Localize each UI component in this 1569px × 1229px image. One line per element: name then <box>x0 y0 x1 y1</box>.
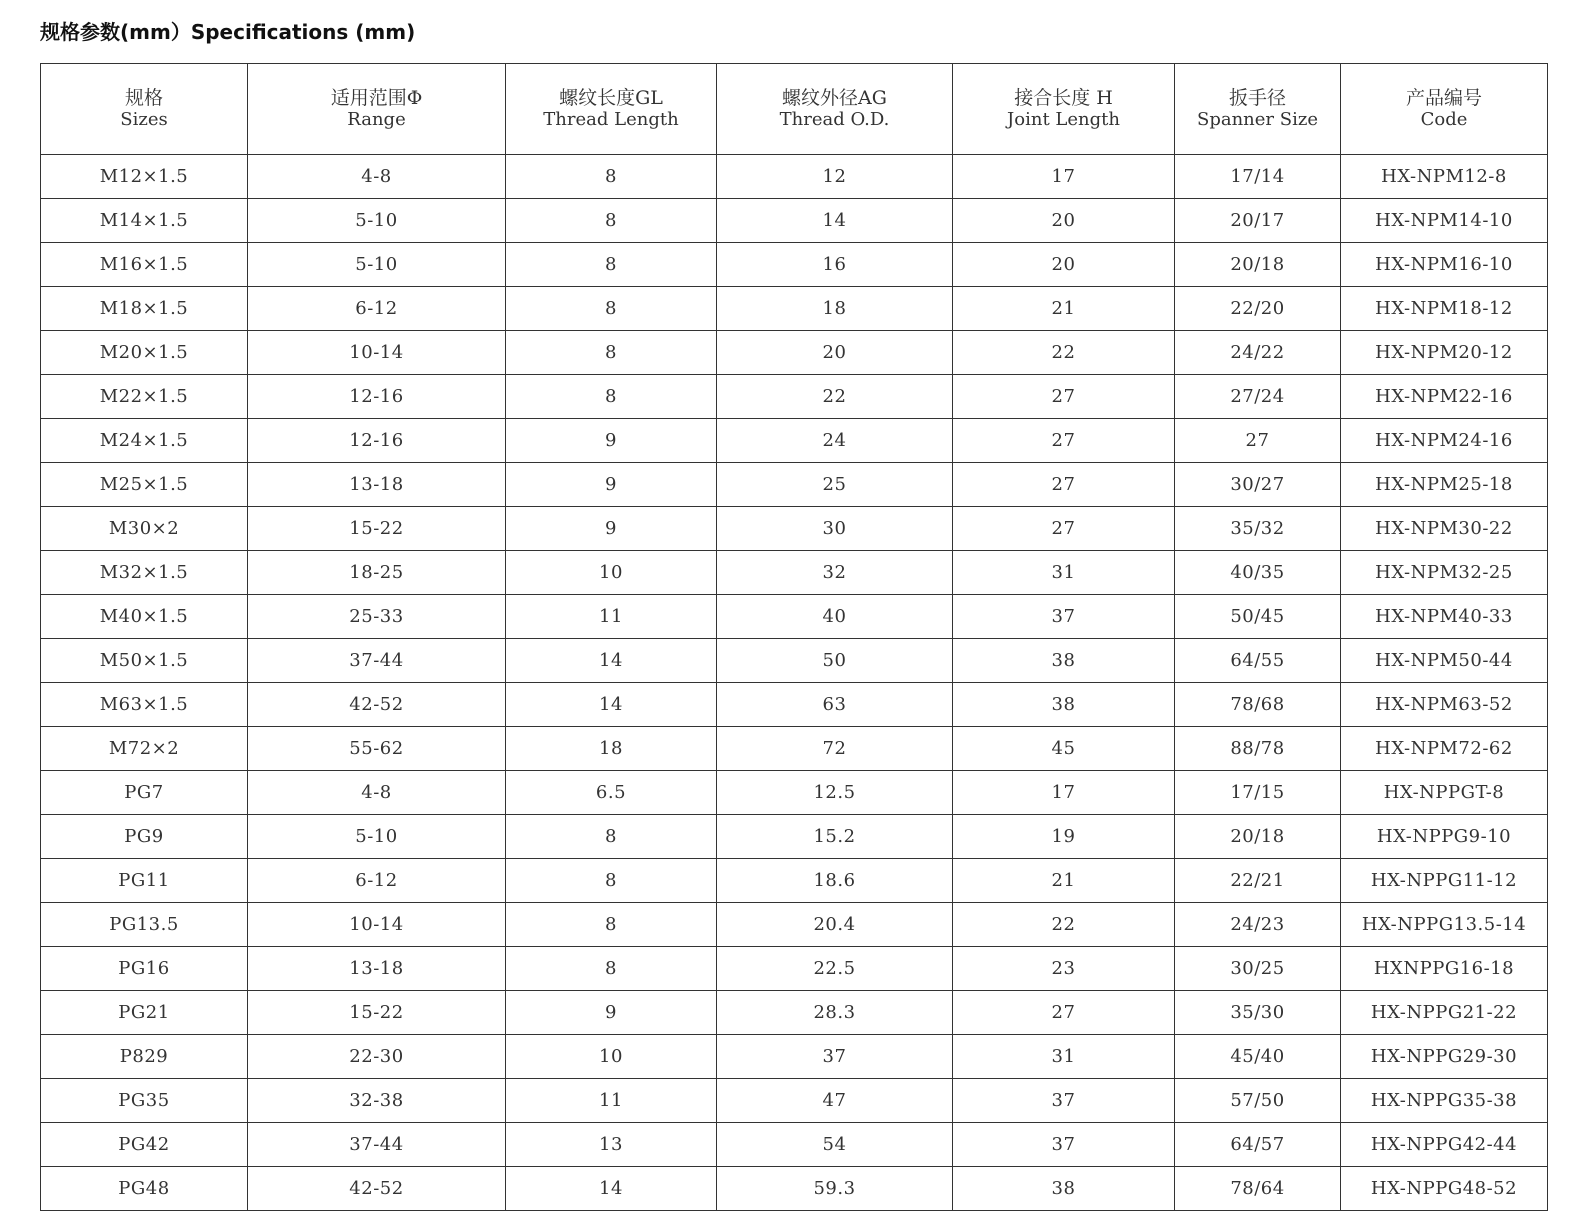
cell-thread-od: 25 <box>717 463 953 507</box>
cell-spanner-size: 22/20 <box>1175 287 1341 331</box>
cell-joint-length: 19 <box>953 815 1175 859</box>
cell-spanner-size: 78/68 <box>1175 683 1341 727</box>
cell-range: 4-8 <box>248 771 506 815</box>
cell-code: HX-NPPG42-44 <box>1341 1123 1548 1167</box>
table-row <box>41 507 1548 551</box>
cell-code: HX-NPM18-12 <box>1341 287 1548 331</box>
cell-thread-od: 54 <box>717 1123 953 1167</box>
cell-sizes: PG7 <box>41 771 248 815</box>
cell-thread-length: 10 <box>506 551 717 595</box>
table-row <box>41 947 1548 991</box>
cell-code: HX-NPM12-8 <box>1341 155 1548 199</box>
table-header <box>41 64 1548 155</box>
cell-sizes: P829 <box>41 1035 248 1079</box>
cell-range: 5-10 <box>248 815 506 859</box>
cell-code: HX-NPM24-16 <box>1341 419 1548 463</box>
table-row <box>41 463 1548 507</box>
cell-thread-od: 24 <box>717 419 953 463</box>
cell-thread-od: 18.6 <box>717 859 953 903</box>
cell-thread-length: 13 <box>506 1123 717 1167</box>
cell-sizes: M25×1.5 <box>41 463 248 507</box>
cell-thread-od: 30 <box>717 507 953 551</box>
cell-thread-od: 47 <box>717 1079 953 1123</box>
cell-thread-length: 8 <box>506 375 717 419</box>
table-row <box>41 771 1548 815</box>
cell-spanner-size: 22/21 <box>1175 859 1341 903</box>
cell-thread-length: 9 <box>506 419 717 463</box>
table-row <box>41 155 1548 199</box>
column-header-thread-od <box>717 64 953 155</box>
column-header-spanner-size <box>1175 64 1341 155</box>
cell-joint-length: 27 <box>953 991 1175 1035</box>
cell-sizes: M32×1.5 <box>41 551 248 595</box>
page-title: 规格参数(mm）Specifications (mm) <box>40 20 416 44</box>
cell-joint-length: 38 <box>953 683 1175 727</box>
cell-spanner-size: 64/57 <box>1175 1123 1341 1167</box>
cell-sizes: M12×1.5 <box>41 155 248 199</box>
column-header-label-cn: 扳手径 <box>1228 87 1286 109</box>
cell-code: HX-NPM22-16 <box>1341 375 1548 419</box>
cell-code: HX-NPPG35-38 <box>1341 1079 1548 1123</box>
cell-spanner-size: 78/64 <box>1175 1167 1341 1211</box>
cell-thread-od: 32 <box>717 551 953 595</box>
cell-sizes: M30×2 <box>41 507 248 551</box>
cell-thread-length: 8 <box>506 903 717 947</box>
cell-thread-od: 20 <box>717 331 953 375</box>
cell-spanner-size: 64/55 <box>1175 639 1341 683</box>
cell-range: 55-62 <box>248 727 506 771</box>
cell-thread-od: 18 <box>717 287 953 331</box>
cell-sizes: PG21 <box>41 991 248 1035</box>
cell-thread-length: 9 <box>506 507 717 551</box>
cell-joint-length: 31 <box>953 1035 1175 1079</box>
table-row <box>41 859 1548 903</box>
cell-thread-od: 16 <box>717 243 953 287</box>
column-header-label-en: Range <box>347 109 406 130</box>
cell-joint-length: 38 <box>953 1167 1175 1211</box>
cell-code: HX-NPPG11-12 <box>1341 859 1548 903</box>
cell-range: 10-14 <box>248 331 506 375</box>
column-header-sizes <box>41 64 248 155</box>
cell-thread-length: 8 <box>506 287 717 331</box>
table-row <box>41 639 1548 683</box>
cell-thread-od: 63 <box>717 683 953 727</box>
cell-spanner-size: 27/24 <box>1175 375 1341 419</box>
cell-thread-length: 11 <box>506 595 717 639</box>
cell-joint-length: 38 <box>953 639 1175 683</box>
cell-joint-length: 21 <box>953 287 1175 331</box>
cell-code: HX-NPM32-25 <box>1341 551 1548 595</box>
cell-joint-length: 27 <box>953 419 1175 463</box>
table-row <box>41 551 1548 595</box>
column-header-label-cn: 螺纹外径AG <box>782 87 887 109</box>
cell-sizes: M50×1.5 <box>41 639 248 683</box>
cell-spanner-size: 30/27 <box>1175 463 1341 507</box>
cell-range: 37-44 <box>248 1123 506 1167</box>
cell-sizes: PG16 <box>41 947 248 991</box>
cell-code: HX-NPPGT-8 <box>1341 771 1548 815</box>
cell-code: HX-NPPG21-22 <box>1341 991 1548 1035</box>
column-header-label-en: Thread O.D. <box>779 109 890 130</box>
cell-range: 42-52 <box>248 1167 506 1211</box>
cell-spanner-size: 17/15 <box>1175 771 1341 815</box>
cell-code: HX-NPPG48-52 <box>1341 1167 1548 1211</box>
cell-joint-length: 20 <box>953 199 1175 243</box>
column-header-label-cn: 接合长度 H <box>1014 87 1113 109</box>
cell-thread-od: 50 <box>717 639 953 683</box>
cell-joint-length: 17 <box>953 771 1175 815</box>
cell-sizes: PG13.5 <box>41 903 248 947</box>
cell-sizes: M22×1.5 <box>41 375 248 419</box>
column-header-code <box>1341 64 1548 155</box>
table-row <box>41 331 1548 375</box>
header-row <box>41 64 1548 155</box>
cell-code: HX-NPPG9-10 <box>1341 815 1548 859</box>
cell-range: 13-18 <box>248 463 506 507</box>
cell-sizes: M24×1.5 <box>41 419 248 463</box>
column-header-label-cn: 适用范围Φ <box>330 87 423 109</box>
cell-range: 10-14 <box>248 903 506 947</box>
cell-joint-length: 27 <box>953 463 1175 507</box>
cell-thread-od: 37 <box>717 1035 953 1079</box>
cell-spanner-size: 35/32 <box>1175 507 1341 551</box>
cell-range: 12-16 <box>248 419 506 463</box>
cell-thread-length: 8 <box>506 859 717 903</box>
cell-sizes: PG48 <box>41 1167 248 1211</box>
cell-thread-length: 14 <box>506 683 717 727</box>
specifications-table <box>40 63 1548 1211</box>
table-body <box>41 155 1548 1211</box>
cell-joint-length: 27 <box>953 507 1175 551</box>
cell-range: 12-16 <box>248 375 506 419</box>
cell-spanner-size: 20/18 <box>1175 815 1341 859</box>
table-row <box>41 375 1548 419</box>
cell-thread-length: 11 <box>506 1079 717 1123</box>
table-row <box>41 419 1548 463</box>
column-header-label-en: Sizes <box>120 109 168 130</box>
cell-spanner-size: 35/30 <box>1175 991 1341 1035</box>
cell-spanner-size: 88/78 <box>1175 727 1341 771</box>
cell-joint-length: 37 <box>953 595 1175 639</box>
cell-joint-length: 20 <box>953 243 1175 287</box>
column-header-label-cn: 螺纹长度GL <box>559 87 663 109</box>
cell-joint-length: 17 <box>953 155 1175 199</box>
cell-range: 25-33 <box>248 595 506 639</box>
cell-thread-od: 15.2 <box>717 815 953 859</box>
cell-thread-od: 22 <box>717 375 953 419</box>
cell-spanner-size: 27 <box>1175 419 1341 463</box>
column-header-joint-length <box>953 64 1175 155</box>
cell-code: HX-NPM63-52 <box>1341 683 1548 727</box>
column-header-label-cn: 产品编号 <box>1405 87 1482 109</box>
table-row <box>41 199 1548 243</box>
cell-joint-length: 27 <box>953 375 1175 419</box>
table-row <box>41 243 1548 287</box>
cell-code: HX-NPPG13.5-14 <box>1341 903 1548 947</box>
table-row <box>41 727 1548 771</box>
cell-joint-length: 22 <box>953 331 1175 375</box>
cell-thread-length: 9 <box>506 463 717 507</box>
cell-range: 5-10 <box>248 199 506 243</box>
cell-joint-length: 31 <box>953 551 1175 595</box>
column-header-label-en: Thread Length <box>543 109 679 130</box>
cell-thread-length: 14 <box>506 639 717 683</box>
table-row <box>41 595 1548 639</box>
cell-thread-length: 10 <box>506 1035 717 1079</box>
cell-thread-length: 8 <box>506 331 717 375</box>
cell-joint-length: 23 <box>953 947 1175 991</box>
cell-code: HX-NPM72-62 <box>1341 727 1548 771</box>
cell-thread-length: 9 <box>506 991 717 1035</box>
cell-sizes: M20×1.5 <box>41 331 248 375</box>
table-row <box>41 815 1548 859</box>
cell-range: 13-18 <box>248 947 506 991</box>
cell-code: HX-NPM20-12 <box>1341 331 1548 375</box>
cell-range: 22-30 <box>248 1035 506 1079</box>
cell-thread-length: 8 <box>506 155 717 199</box>
cell-sizes: M16×1.5 <box>41 243 248 287</box>
table-row <box>41 1035 1548 1079</box>
cell-code: HX-NPPG29-30 <box>1341 1035 1548 1079</box>
cell-thread-length: 8 <box>506 199 717 243</box>
cell-joint-length: 45 <box>953 727 1175 771</box>
cell-sizes: M40×1.5 <box>41 595 248 639</box>
cell-spanner-size: 50/45 <box>1175 595 1341 639</box>
table-row <box>41 683 1548 727</box>
cell-sizes: PG9 <box>41 815 248 859</box>
cell-joint-length: 37 <box>953 1079 1175 1123</box>
column-header-label-en: Spanner Size <box>1197 109 1318 130</box>
cell-spanner-size: 24/23 <box>1175 903 1341 947</box>
column-header-label-en: Code <box>1420 109 1468 130</box>
cell-spanner-size: 24/22 <box>1175 331 1341 375</box>
cell-thread-od: 59.3 <box>717 1167 953 1211</box>
cell-spanner-size: 57/50 <box>1175 1079 1341 1123</box>
cell-joint-length: 22 <box>953 903 1175 947</box>
cell-range: 18-25 <box>248 551 506 595</box>
cell-range: 6-12 <box>248 859 506 903</box>
table-row <box>41 1123 1548 1167</box>
cell-thread-length: 18 <box>506 727 717 771</box>
cell-sizes: PG11 <box>41 859 248 903</box>
cell-code: HX-NPM40-33 <box>1341 595 1548 639</box>
cell-sizes: M72×2 <box>41 727 248 771</box>
cell-thread-od: 40 <box>717 595 953 639</box>
cell-code: HXNPPG16-18 <box>1341 947 1548 991</box>
cell-sizes: M18×1.5 <box>41 287 248 331</box>
cell-sizes: PG42 <box>41 1123 248 1167</box>
cell-sizes: M14×1.5 <box>41 199 248 243</box>
cell-range: 32-38 <box>248 1079 506 1123</box>
cell-range: 37-44 <box>248 639 506 683</box>
cell-thread-od: 20.4 <box>717 903 953 947</box>
cell-range: 42-52 <box>248 683 506 727</box>
cell-spanner-size: 20/18 <box>1175 243 1341 287</box>
column-header-label-cn: 规格 <box>124 87 163 109</box>
table-row <box>41 1079 1548 1123</box>
cell-spanner-size: 40/35 <box>1175 551 1341 595</box>
column-header-range <box>248 64 506 155</box>
cell-spanner-size: 20/17 <box>1175 199 1341 243</box>
table-row <box>41 1167 1548 1211</box>
cell-code: HX-NPM30-22 <box>1341 507 1548 551</box>
column-header-label-en: Joint Length <box>1007 109 1120 130</box>
cell-spanner-size: 30/25 <box>1175 947 1341 991</box>
cell-spanner-size: 17/14 <box>1175 155 1341 199</box>
cell-thread-length: 8 <box>506 947 717 991</box>
cell-code: HX-NPM25-18 <box>1341 463 1548 507</box>
cell-thread-length: 14 <box>506 1167 717 1211</box>
table-row <box>41 903 1548 947</box>
cell-range: 6-12 <box>248 287 506 331</box>
cell-joint-length: 37 <box>953 1123 1175 1167</box>
cell-thread-length: 8 <box>506 243 717 287</box>
cell-sizes: PG35 <box>41 1079 248 1123</box>
cell-thread-od: 22.5 <box>717 947 953 991</box>
cell-code: HX-NPM16-10 <box>1341 243 1548 287</box>
cell-code: HX-NPM14-10 <box>1341 199 1548 243</box>
cell-thread-od: 12 <box>717 155 953 199</box>
cell-thread-length: 8 <box>506 815 717 859</box>
cell-thread-od: 14 <box>717 199 953 243</box>
cell-range: 5-10 <box>248 243 506 287</box>
table-row <box>41 991 1548 1035</box>
cell-spanner-size: 45/40 <box>1175 1035 1341 1079</box>
cell-thread-length: 6.5 <box>506 771 717 815</box>
cell-thread-od: 72 <box>717 727 953 771</box>
cell-joint-length: 21 <box>953 859 1175 903</box>
cell-sizes: M63×1.5 <box>41 683 248 727</box>
table-row <box>41 287 1548 331</box>
cell-thread-od: 12.5 <box>717 771 953 815</box>
cell-thread-od: 28.3 <box>717 991 953 1035</box>
cell-code: HX-NPM50-44 <box>1341 639 1548 683</box>
cell-range: 15-22 <box>248 507 506 551</box>
column-header-thread-length <box>506 64 717 155</box>
cell-range: 15-22 <box>248 991 506 1035</box>
cell-range: 4-8 <box>248 155 506 199</box>
